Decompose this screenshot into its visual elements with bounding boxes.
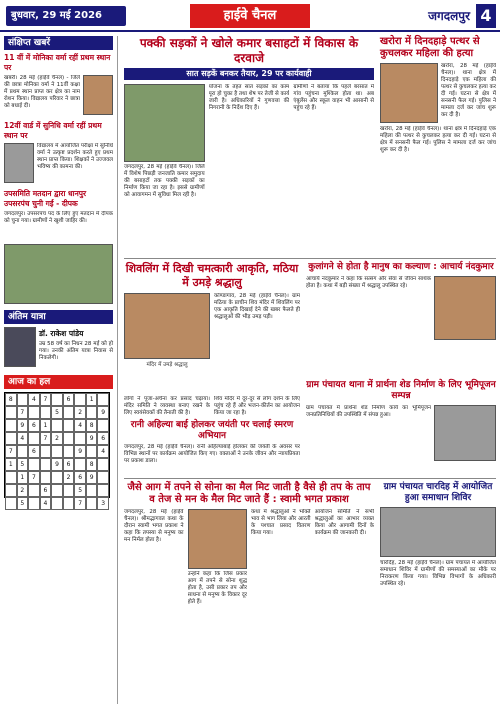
sudoku-cell: 3 [97, 497, 109, 510]
sudoku-cell: 9 [17, 419, 29, 432]
brief-item-1-photo [83, 75, 113, 115]
sudoku-cell [97, 471, 109, 484]
right-headline: खरोरा में दिनदहाड़े पत्थर से कुचलकर महिला की हत्या [380, 36, 480, 59]
sudoku-cell: 9 [97, 406, 109, 419]
brief-item-3-photo [4, 244, 113, 304]
lead-headline: पक्की सड़कों ने खोले कमार बसाहटों में विकास के दरवाजे [139, 36, 359, 65]
sudoku-cell: 6 [63, 393, 75, 406]
sudoku-cell: 9 [86, 432, 98, 445]
shivling-col-3: शिव मंदिर में दूर-दूर से लोग दर्शन के लिए पहुंच रहे हैं और भजन-कीर्तन का आयोजन किया जा रहा है। [214, 396, 300, 416]
right-photo [380, 63, 438, 123]
brief-item-1-head: 11 वीं में मोनिका वर्मा रहीं प्रथम स्थान पर [4, 53, 111, 72]
sudoku-cell: 7 [28, 471, 40, 484]
sudoku-cell [63, 497, 75, 510]
acharya-headline: कुलांगने से होता है मानुष का कल्याण : आचार्य नंदकुमार [308, 262, 494, 272]
camp-headline: ग्राम पंचायत चारदिह में आयोजित हुआ समाधान शिविर [383, 482, 493, 503]
sudoku-cell [51, 497, 63, 510]
city-name: जगदलपुर [428, 9, 470, 23]
sudoku-cell [63, 406, 75, 419]
sudoku-cell: 4 [97, 445, 109, 458]
sudoku-cell [51, 445, 63, 458]
sudoku-cell [5, 484, 17, 497]
sudoku-cell [97, 484, 109, 497]
sudoku-cell: 9 [74, 445, 86, 458]
sudoku-cell: 1 [17, 471, 29, 484]
sudoku-cell: 7 [17, 406, 29, 419]
paper-name: हाईवे चैनल [190, 4, 310, 28]
sudoku-cell: 7 [74, 497, 86, 510]
lead-story [124, 36, 374, 274]
obituary-photo [4, 327, 36, 367]
issue-date: बुधवार, 29 मई 2026 [6, 6, 126, 26]
sudoku-cell: 9 [51, 458, 63, 471]
sudoku-cell [74, 432, 86, 445]
shivling-headline: शिवलिंग में दिखी चमत्कारी आकृति, मठिया में उमड़े श्रद्धालु [125, 262, 299, 289]
brief-item-2-photo [4, 143, 34, 183]
sudoku-cell [17, 393, 29, 406]
sudoku-cell [74, 393, 86, 406]
sudoku-cell: 7 [40, 432, 52, 445]
sudoku-cell [5, 471, 17, 484]
sudoku-cell [40, 471, 52, 484]
lead-col-1: जगदलपुर, 28 मई (हाईवे चैनल)। जिले में विशेष पिछड़ी जनजाति कमार समुदाय की बसाहटों तक पक्की सड़कों का निर्माण किया जा रहा है। इससे ग्रामीणों को आवागमन में सुविधा मिल रही है। [124, 164, 205, 198]
sudoku-cell [40, 458, 52, 471]
camp-body: चारदिह, 28 मई (हाईवे चैनल)। ग्राम पंचायत में आयोजित समाधान शिविर में ग्रामीणों की समस्याओं का मौके पर निराकरण किया गया। विभिन्न विभागों के अधिकारी उपस्थित रहे। [380, 560, 496, 587]
sudoku-cell: 9 [86, 471, 98, 484]
page-number: 4 [476, 4, 496, 28]
sudoku-cell [5, 406, 17, 419]
sudoku-cell [86, 445, 98, 458]
sudoku-cell: 4 [17, 432, 29, 445]
sudoku-cell: 5 [17, 497, 29, 510]
divider-1 [124, 258, 496, 259]
masthead-rule [0, 30, 500, 32]
sudoku-cell [51, 393, 63, 406]
lead-col-3: ग्रामीणों ने बताया कि पहले बरसात में गांव पहुंचना मुश्किल होता था। अब एंबुलेंस और स्कूल वाहन भी आसानी से पहुंच रहे हैं। [293, 84, 375, 111]
sudoku-cell [40, 406, 52, 419]
sudoku-cell: 2 [17, 484, 29, 497]
brief-item-2-body: विद्यालय में आयोजित परीक्षा में सुनिधि वर्मा ने उत्कृष्ट प्रदर्शन करते हुए प्रथम स्थान प्राप्त किया। शिक्षकों ने उज्जवल भविष्य की कामना की। [37, 143, 113, 170]
sudoku-cell: 2 [51, 432, 63, 445]
ahilya-story [124, 420, 300, 474]
sudoku-cell [74, 458, 86, 471]
shivling-col-2: लोगों ने पूजा-अर्चना कर प्रसाद चढ़ाया। मंदिर समिति ने व्यवस्था बनाए रखने के लिए स्वयंसेवकों की तैनाती की है। [124, 396, 210, 416]
sudoku-cell: 2 [63, 471, 75, 484]
sudoku-cell: 1 [86, 393, 98, 406]
sudoku-cell: 2 [74, 406, 86, 419]
sudoku-cell [28, 458, 40, 471]
brief-news-title: संक्षिप्त खबरें [4, 36, 113, 50]
sudoku-cell [86, 484, 98, 497]
shivling-story [124, 262, 300, 436]
sudoku-cell: 4 [40, 497, 52, 510]
sudoku-cell [51, 471, 63, 484]
bottom-col-4: आयोजन समिति ने सभी श्रद्धालुओं का आभार व्यक्त किया और आगामी दिनों के कार्यक्रम की जानकारी दी। [314, 509, 374, 536]
sudoku-cell: 8 [86, 419, 98, 432]
sudoku-cell: 5 [17, 458, 29, 471]
sudoku-cell: 6 [97, 432, 109, 445]
prayer-shed-headline: ग्राम पंचायत थाना में प्रार्थना शेड निर्माण के लिए भूमिपूजन सम्पन्न [306, 380, 496, 401]
sudoku-cell [17, 445, 29, 458]
sudoku-cell [28, 406, 40, 419]
bottom-col-2: उन्होंने कहा कि जिस प्रकार आग में तपने से सोना शुद्ध होता है, उसी प्रकार तप और साधना से मनुष्य के विकार दूर होते हैं। [187, 571, 247, 605]
sudoku-cell [97, 458, 109, 471]
prayer-shed-photo [434, 405, 496, 461]
sudoku-cell [28, 497, 40, 510]
brief-item-3-body: जगदलपुर। उपसरपंच पद के लिए हुए मतदान में दीपक को चुना गया। ग्रामीणों ने खुशी जाहिर की। [4, 211, 113, 224]
shivling-photo-caption: मंदिर में उमड़े श्रद्धालु [146, 362, 188, 368]
sudoku-cell: 6 [28, 445, 40, 458]
shivling-photo [124, 293, 210, 359]
obituary-title: अंतिम यात्रा [4, 310, 113, 324]
lead-strap: सात सड़कें बनकर तैयार, 29 पर कार्यवाही [124, 68, 374, 80]
bottom-col-1: जगदलपुर, 28 मई (हाईवे चैनल)। श्रीमद्भागवत कथा के दौरान स्वामी भगत प्रकाश ने कहा कि तपस्या से मनुष्य का मन निर्मल होता है। [124, 509, 184, 543]
sudoku-cell: 8 [5, 393, 17, 406]
bottom-col-3: कथा में श्रद्धालुओं ने भक्ति भाव से भाग लिया और आरती के पश्चात प्रसाद वितरण किया गया। [251, 509, 311, 536]
sudoku-cell [86, 406, 98, 419]
obituary-name: डॉ. राकेश पांडेय [39, 329, 84, 338]
sudoku-cell [51, 484, 63, 497]
sudoku-cell [40, 445, 52, 458]
sudoku-cell: 4 [28, 393, 40, 406]
right-body-a: खरोरा, 28 मई (हाईवे चैनल)। थाना क्षेत्र में दिनदहाड़े एक महिला की पत्थर से कुचलकर हत्या कर दी गई। घटना से क्षेत्र में सनसनी फैल गई। पुलिस ने मामला दर्ज कर जांच शुरू कर दी है। [441, 63, 496, 118]
sudoku-grid [4, 392, 110, 507]
brief-item-1-body: खबरी। 28 मई (हाईवे चैनल) - जिले की छात्रा मोनिका वर्मा ने 11वीं कक्षा में प्रथम स्थान प्राप्त कर क्षेत्र का नाम रोशन किया। विद्यालय परिवार ने छात्रा को बधाई दी। [4, 75, 80, 109]
sudoku-cell [97, 393, 109, 406]
sudoku-cell [63, 484, 75, 497]
sudoku-cell: 8 [86, 458, 98, 471]
sudoku-cell: 1 [5, 458, 17, 471]
acharya-story [306, 262, 496, 372]
divider-2 [124, 478, 496, 479]
puzzle-title: आज का हल [4, 375, 113, 389]
right-story [380, 36, 496, 246]
sudoku-cell: 7 [5, 445, 17, 458]
lead-photo [124, 84, 205, 162]
sudoku-cell [28, 484, 40, 497]
lead-col-2: योजना के तहत सात सड़कों का काम पूरा हो चुका है तथा शेष पर तेजी से कार्य जारी है। अधिकारियों ने गुणवत्ता की निगरानी के निर्देश दिए हैं। [208, 84, 290, 111]
brief-item-3-head: उपसमिति मतदान द्वारा धानपुर उपसरपंच चुनी गईं - दीपक [4, 189, 87, 208]
sudoku-cell: 6 [40, 484, 52, 497]
sudoku-cell: 6 [28, 419, 40, 432]
sudoku-cell [5, 419, 17, 432]
obituary-body: उम्र 58 वर्ष का निधन 28 मई को हो गया। उनकी अंतिम यात्रा निवास से निकलेगी। [39, 341, 113, 361]
sudoku-cell: 1 [40, 419, 52, 432]
sudoku-cell [5, 497, 17, 510]
bottom-headline: जैसे आग में तपने से सोना का मैल मिट जाती है वैसे ही तप के ताप व तेज से मन के मैल मिट जाते हैं : स्वामी भगत प्रकाश [127, 482, 371, 505]
bottom-photo [188, 509, 248, 569]
acharya-photo [434, 276, 496, 340]
sudoku-cell: 6 [63, 458, 75, 471]
sudoku-cell [86, 497, 98, 510]
sudoku-cell: 5 [51, 406, 63, 419]
sudoku-cell [28, 432, 40, 445]
sudoku-cell: 4 [74, 419, 86, 432]
prayer-shed-story [306, 380, 496, 465]
sudoku-cell [51, 419, 63, 432]
prayer-shed-body: ग्राम पंचायत में प्रार्थना शेड निर्माण कार्य का भूमिपूजन जनप्रतिनिधियों की उपस्थिति में संपन्न हुआ। [306, 405, 431, 418]
sudoku-cell [63, 419, 75, 432]
camp-story [380, 482, 496, 700]
camp-photo [380, 507, 496, 557]
shivling-col-1: कोण्डागांव, 28 मई (हाईवे चैनल)। ग्राम मठिया के प्राचीन शिव मंदिर में शिवलिंग पर एक आकृति दिखाई देने की खबर फैलते ही श्रद्धालुओं की भीड़ उमड़ पड़ी। [214, 293, 300, 320]
right-body-b: खरोरा, 28 मई (हाईवे चैनल)। थाना क्षेत्र में दिनदहाड़े एक महिला की पत्थर से कुचलकर हत्या कर दी गई। घटना से क्षेत्र में सनसनी फैल गई। पुलिस ने मामला दर्ज कर जांच शुरू कर दी है। [380, 126, 496, 153]
sudoku-cell [97, 419, 109, 432]
sudoku-cell: 5 [74, 484, 86, 497]
ahilya-headline: रानी अहिल्या बाई होलकर जयंती पर चलाई स्मरण अभियान [130, 420, 294, 441]
sudoku-cell [63, 445, 75, 458]
ahilya-body: जगदलपुर, 28 मई (हाईवे चैनल)। रानी अहिल्याबाई होलकर की जयंती के अवसर पर विभिन्न स्थानों पर कार्यक्रम आयोजित किए गए। वक्ताओं ने उनके जीवन और न्यायप्रियता पर प्रकाश डाला। [124, 444, 300, 464]
sudoku-cell [63, 432, 75, 445]
sudoku-cell [5, 432, 17, 445]
brief-item-2-head: 12वीं वार्ड में सुनिधि वर्मा रहीं प्रथम स्थान पर [4, 121, 102, 140]
left-column [4, 36, 118, 704]
bottom-story [124, 482, 374, 699]
masthead [0, 0, 500, 32]
sudoku-cell: 7 [40, 393, 52, 406]
acharya-body: आचार्य नंदकुमार ने कहा कि सत्संग और सेवा से जीवन सार्थक होता है। कथा में बड़ी संख्या में श्रद्धालु उपस्थित रहे। [306, 276, 431, 289]
sudoku-cell: 6 [74, 471, 86, 484]
